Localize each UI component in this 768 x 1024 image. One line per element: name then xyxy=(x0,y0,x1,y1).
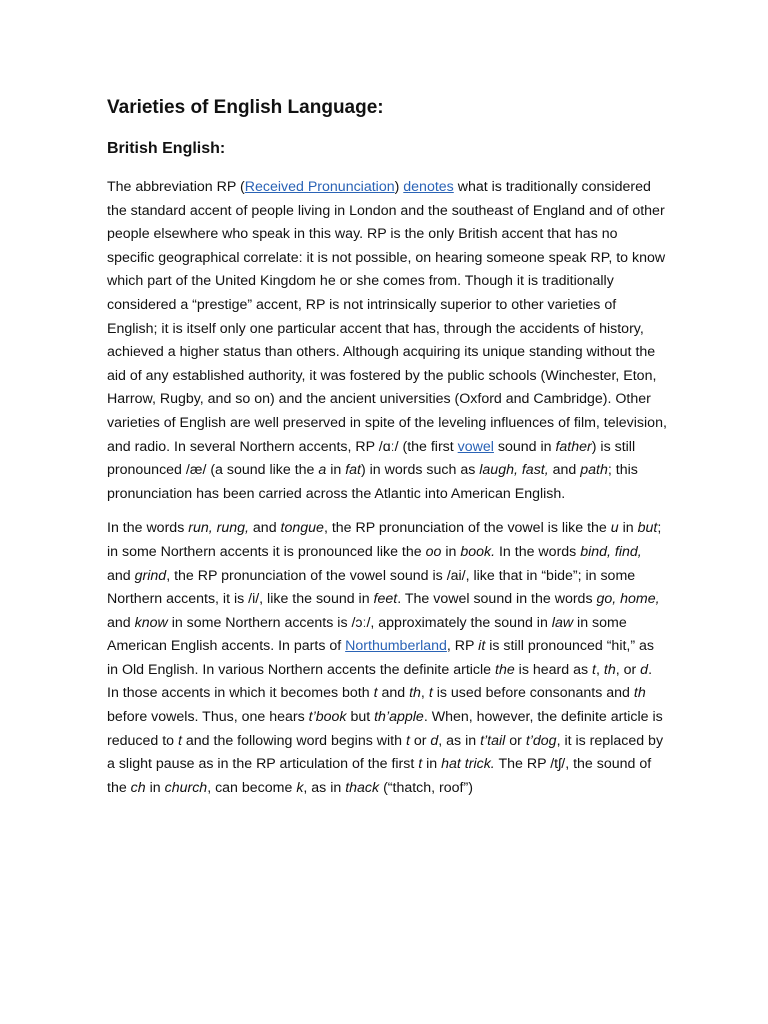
text-run: sound in xyxy=(493,438,556,455)
italic-text: a xyxy=(318,462,327,479)
text-run: , as in xyxy=(438,732,481,749)
text-run: and xyxy=(377,685,410,702)
document-page xyxy=(107,94,667,811)
italic-text: t xyxy=(592,661,596,678)
text-run: in xyxy=(326,462,346,479)
italic-text: run, rung, xyxy=(188,520,249,537)
text-run: , xyxy=(595,661,604,678)
text-run: ) in words such as xyxy=(360,462,480,479)
italic-text: law xyxy=(551,614,574,631)
italic-text: t xyxy=(405,732,410,749)
text-run: . In those accents in which it becomes both xyxy=(107,661,653,702)
text-run: and xyxy=(107,614,135,631)
italic-text: path xyxy=(580,462,608,479)
text-run: or xyxy=(505,732,526,749)
text-run: , as in xyxy=(303,779,346,796)
inline-link[interactable]: Received Pronunciation xyxy=(244,179,395,195)
text-run: , the RP pronunciation of the vowel is like the xyxy=(323,520,611,537)
italic-text: d xyxy=(640,661,649,678)
text-run: . The vowel sound in the words xyxy=(397,591,597,608)
text-run: before vowels. Thus, one hears xyxy=(107,709,309,726)
text-run: , the RP pronunciation of the vowel sound is /ai/, like that in “bide”; in some Northern accents, it is /i/, like the sound in xyxy=(107,567,636,608)
italic-text: oo xyxy=(425,543,442,560)
italic-text: th’apple xyxy=(374,709,424,726)
text-run: , or xyxy=(615,661,641,678)
italic-text: th xyxy=(633,685,646,702)
inline-link[interactable]: Northumberland xyxy=(345,638,447,655)
text-run: what is traditionally considered the standard accent of people living in London and the southeast of England and of other people elsewhere who speak in this way. RP is the only British accent that has no specific geographical correlate: it is not possible, on hearing someone speak RP, to know which part of the United Kingdom he or she comes from. Though it is traditionally considered a “prestige” accent, RP is not intrinsically superior to other varieties of English; it is itself only one particular accent that has, through the accidents of history, achieved a higher status than others. Although acquiring its unique standing without the aid of any established authority, it was fostered by the public schools (Winchester, Eton, Harrow, Rugby, and so on) and the ancient universities (Oxford and Cambridge). Other varieties of English are well preserved in spite of the leveling influences of film, television, and radio. In several Northern accents, RP /ɑː/ (the first xyxy=(107,179,667,455)
text-run: and the following word begins with xyxy=(181,732,406,749)
paragraph-1 xyxy=(107,176,667,506)
text-run: is used before consonants and xyxy=(432,685,634,702)
text-run: in some Northern accents is /ɔː/, approximately the sound in xyxy=(167,614,552,631)
text-run: in xyxy=(145,779,165,796)
paragraph-2 xyxy=(107,517,667,800)
italic-text: feet xyxy=(373,591,398,608)
italic-text: t xyxy=(178,732,182,749)
italic-text: fat xyxy=(345,462,361,479)
italic-text: t’dog xyxy=(525,732,557,749)
italic-text: book. xyxy=(460,543,496,560)
text-run: in xyxy=(618,520,638,537)
text-run: in xyxy=(422,756,442,773)
text-run: . When, however, the definite article is reduced to xyxy=(107,709,663,749)
italic-text: go, home, xyxy=(596,591,660,608)
text-run: The RP /tʃ/, the sound of the xyxy=(107,756,652,796)
text-run: In the words xyxy=(495,543,581,560)
italic-text: k xyxy=(296,779,304,796)
italic-text: laugh, fast, xyxy=(479,462,549,479)
italic-text: hat trick. xyxy=(441,756,495,773)
italic-text: t’tail xyxy=(480,732,506,749)
italic-text: t xyxy=(373,685,378,702)
italic-text: u xyxy=(610,520,619,537)
text-run: in xyxy=(441,543,461,560)
italic-text: d xyxy=(430,732,439,749)
text-run: or xyxy=(409,732,431,749)
italic-text: th xyxy=(603,661,616,678)
italic-text: bind, find, xyxy=(580,543,642,560)
inline-link[interactable]: vowel xyxy=(457,438,494,455)
italic-text: it xyxy=(478,638,486,655)
text-run: and xyxy=(107,567,135,584)
italic-text: th xyxy=(409,685,421,702)
italic-text: t xyxy=(418,756,423,773)
text-run: , it is replaced by a slight pause as in the RP articulation of the first xyxy=(107,732,664,773)
italic-text: but xyxy=(637,520,658,537)
italic-text: father xyxy=(555,438,592,455)
text-run: , xyxy=(420,685,429,702)
text-run: ; in some Northern accents it is pronounced like the xyxy=(107,520,662,560)
text-run: and xyxy=(548,462,581,479)
italic-text: thack xyxy=(345,779,380,796)
text-run: The abbreviation RP ( xyxy=(107,179,245,195)
italic-text: grind xyxy=(134,567,167,584)
text-run: ) xyxy=(394,179,404,195)
italic-text: the xyxy=(495,661,515,678)
text-run: (“thatch, roof”) xyxy=(379,779,473,796)
text-run: but xyxy=(346,709,375,726)
text-run: and xyxy=(248,520,281,537)
italic-text: t xyxy=(428,685,433,702)
text-run: , can become xyxy=(207,779,297,796)
italic-text: ch xyxy=(130,779,146,796)
text-run: in some American English accents. In parts of xyxy=(107,614,627,655)
section-heading: British English: xyxy=(107,140,226,157)
document-title: Varieties of English Language: xyxy=(107,97,384,118)
text-run: ) is still pronounced /æ/ (a sound like the xyxy=(107,438,636,479)
text-run: is still pronounced “hit,” as in Old English. In various Northern accents the definite article xyxy=(107,638,655,678)
italic-text: know xyxy=(134,614,168,631)
text-run: In the words xyxy=(107,520,189,537)
text-run: , RP xyxy=(446,638,479,655)
italic-text: church xyxy=(164,779,208,796)
italic-text: t’book xyxy=(308,709,347,726)
italic-text: tongue xyxy=(280,520,324,537)
text-run: ; this pronunciation has been carried across the Atlantic into American English. xyxy=(107,462,638,502)
text-run: is heard as xyxy=(514,661,593,678)
inline-link[interactable]: denotes xyxy=(403,179,454,195)
